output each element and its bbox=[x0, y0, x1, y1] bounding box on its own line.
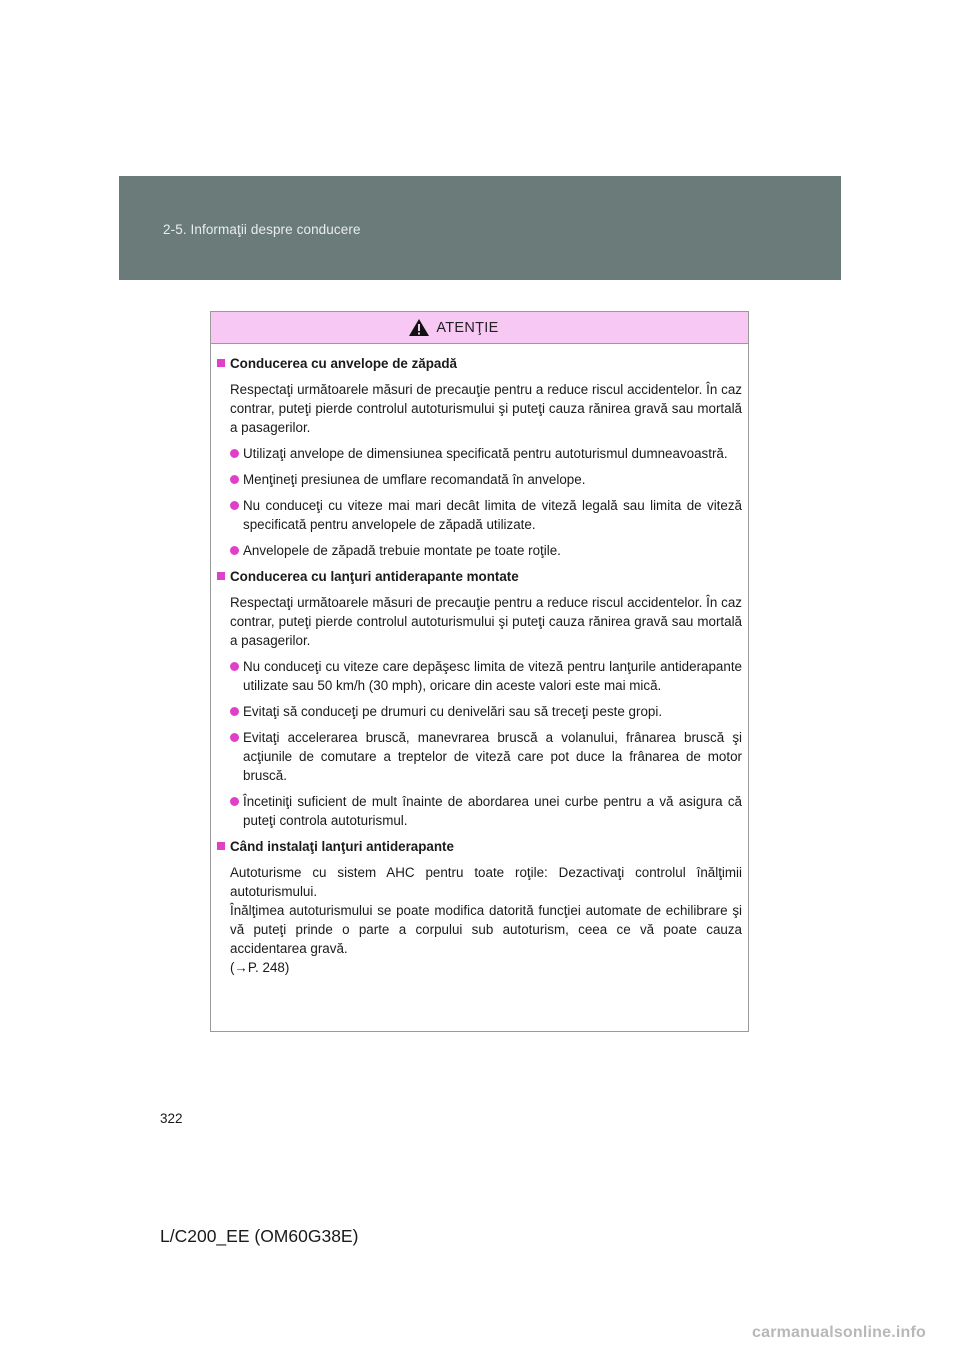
list-item: Utilizaţi anvelope de dimensiunea specificată pentru autoturismul dumneavoastră. bbox=[217, 444, 742, 463]
warning-header bbox=[211, 312, 748, 344]
section-text: Autoturisme cu sistem AHC pentru toate roţile: Dezactivaţi controlul înălţimii autoturismului. Înălţimea autoturismului se poate modifica datorită funcţiei automate de echilibrare şi vă puteţi prinde o parte a corpului sub autoturism, ceea ce vă poate cauza accidentarea gravă. (→P. 248) bbox=[230, 865, 742, 975]
bullet-dot-icon bbox=[230, 733, 239, 742]
section-intro: Respectaţi următoarele măsuri de precauţie pentru a reduce riscul accidentelor. În caz contrar, puteţi pierde controlul autoturismului şi puteţi cauza rănirea gravă sau mortală a pasagerilor. bbox=[230, 595, 742, 648]
bullet-dot-icon bbox=[230, 707, 239, 716]
list-item: Anvelopele de zăpadă trebuie montate pe toate roţile. bbox=[217, 541, 742, 560]
section-heading: Conducerea cu anvelope de zăpadă bbox=[217, 354, 742, 373]
bullet-dot-icon bbox=[230, 501, 239, 510]
square-bullet-icon bbox=[217, 572, 225, 580]
bullet-dot-icon bbox=[230, 475, 239, 484]
warning-box bbox=[210, 311, 749, 1032]
list-item: Evitaţi să conduceţi pe drumuri cu denivelări sau să treceţi peste gropi. bbox=[217, 702, 742, 721]
section-intro: Respectaţi următoarele măsuri de precauţie pentru a reduce riscul accidentelor. În caz contrar, puteţi pierde controlul autoturismului şi puteţi cauza rănirea gravă sau mortală a pasagerilor. bbox=[230, 382, 742, 435]
watermark: carmanualsonline.info bbox=[752, 1324, 927, 1341]
section-heading: Conducerea cu lanţuri antiderapante montate bbox=[217, 567, 742, 586]
section-heading: Când instalaţi lanţuri antiderapante bbox=[217, 837, 742, 856]
section-title: 2-5. Informaţii despre conducere bbox=[163, 222, 361, 237]
page-reference-link[interactable]: (→P. 248) bbox=[230, 960, 290, 975]
document-code: L/C200_EE (OM60G38E) bbox=[160, 1226, 359, 1246]
warning-body bbox=[211, 344, 748, 977]
list-item: Menţineţi presiunea de umflare recomandată în anvelope. bbox=[217, 470, 742, 489]
warning-triangle-icon bbox=[408, 318, 430, 337]
square-bullet-icon bbox=[217, 842, 225, 850]
square-bullet-icon bbox=[217, 359, 225, 367]
list-item: Încetiniţi suficient de mult înainte de abordarea unei curbe pentru a vă asigura că puteţi controla autoturismul. bbox=[217, 792, 742, 830]
header-band bbox=[119, 176, 841, 280]
bullet-dot-icon bbox=[230, 449, 239, 458]
bullet-dot-icon bbox=[230, 797, 239, 806]
bullet-dot-icon bbox=[230, 546, 239, 555]
bullet-dot-icon bbox=[230, 662, 239, 671]
page-number: 322 bbox=[160, 1111, 183, 1126]
list-item: Nu conduceţi cu viteze care depăşesc limita de viteză pentru lanţurile antiderapante utilizate sau 50 km/h (30 mph), oricare din aceste valori este mai mică. bbox=[217, 657, 742, 695]
list-item: Evitaţi accelerarea bruscă, manevrarea bruscă a volanului, frânarea bruscă şi acţiunile de comutare a treptelor de viteză care pot duce la frânarea de motor bruscă. bbox=[217, 728, 742, 785]
list-item: Nu conduceţi cu viteze mai mari decât limita de viteză legală sau limita de viteză specificată pentru anvelopele de zăpadă utilizate. bbox=[217, 496, 742, 534]
warning-title: ATENŢIE bbox=[436, 319, 499, 336]
